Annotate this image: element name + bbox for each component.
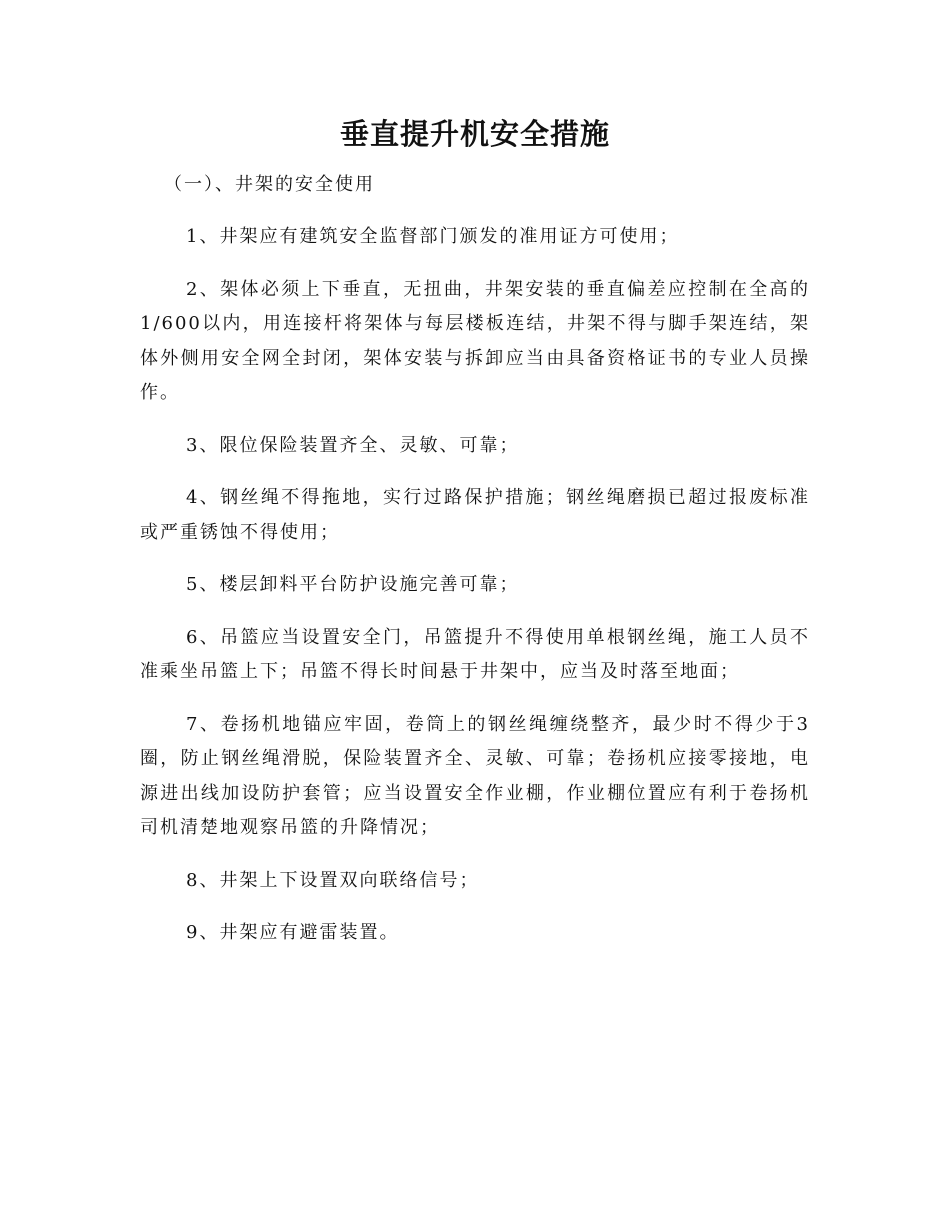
list-item-6: 6、吊篮应当设置安全门，吊篮提升不得使用单根钢丝绳，施工人员不准乘坐吊篮上下；吊篮不得长时间悬于井架中，应当及时落至地面； bbox=[140, 626, 810, 682]
list-item-4: 4、钢丝绳不得拖地，实行过路保护措施；钢丝绳磨损已超过报废标准或严重锈蚀不得使用； bbox=[140, 487, 810, 543]
list-item-7: 7、卷扬机地锚应牢固，卷筒上的钢丝绳缠绕整齐，最少时不得少于3圈，防止钢丝绳滑脱，保险装置齐全、灵敏、可靠；卷扬机应接零接地，电源进出线加设防护套管；应当设置安全作业棚，作业棚位置应有利于卷扬机司机清楚地观察吊篮的升降情况； bbox=[140, 713, 810, 838]
list-item-8: 8、井架上下设置双向联络信号； bbox=[186, 869, 480, 891]
list-item-5: 5、楼层卸料平台防护设施完善可靠； bbox=[186, 574, 520, 595]
document-title: 垂直提升机安全措施 bbox=[339, 117, 610, 151]
list-item-1: 1、井架应有建筑安全监督部门颁发的准用证方可使用； bbox=[186, 226, 680, 247]
list-item-3: 3、限位保险装置齐全、灵敏、可靠； bbox=[186, 434, 520, 456]
list-item-9: 9、井架应有避雷装置。 bbox=[186, 922, 400, 943]
section-heading: （一）、井架的安全使用 bbox=[164, 174, 375, 195]
list-item-2: 2、架体必须上下垂直，无扭曲，井架安装的垂直偏差应控制在全高的1/600以内，用连接杆将架体与每层楼板连结，井架不得与脚手架连结，架体外侧用安全网全封闭，架体安装与拆卸应当由具备资格证书的专业人员操作。 bbox=[140, 278, 810, 403]
